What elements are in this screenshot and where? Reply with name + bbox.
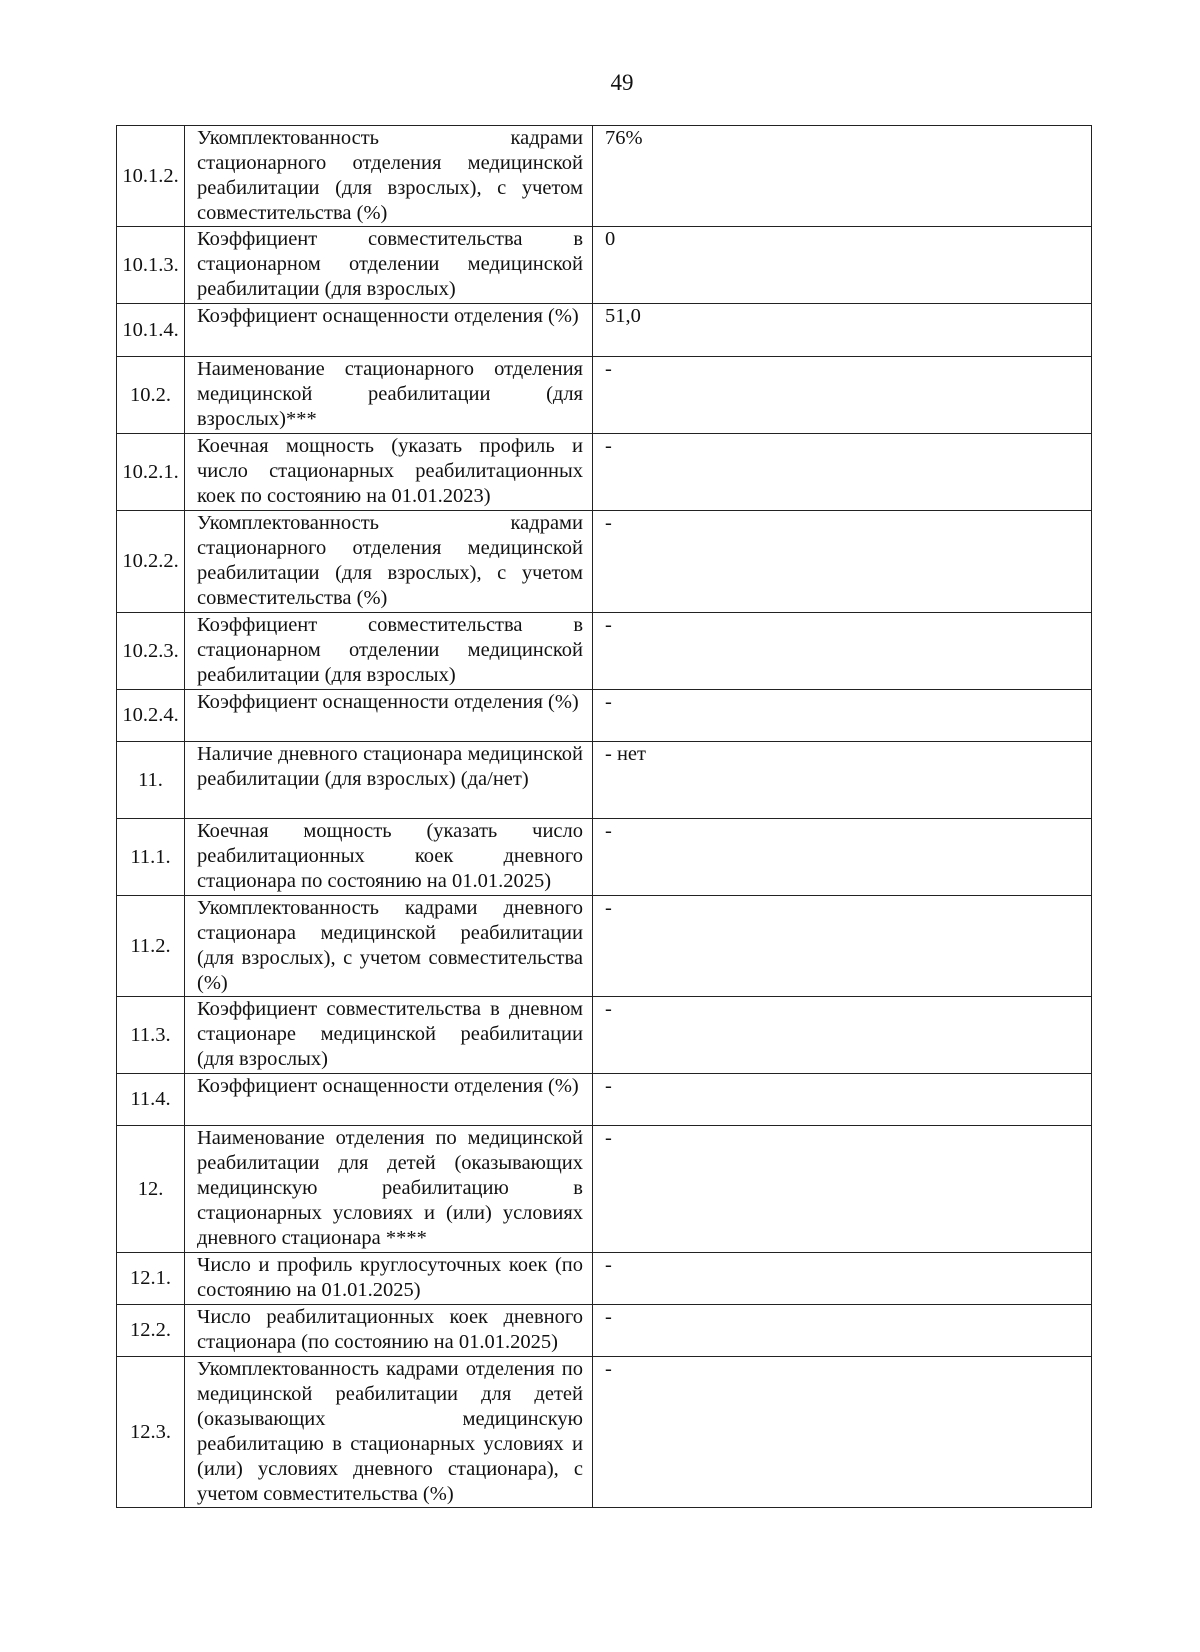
row-number: 10.1.4. <box>117 304 185 357</box>
row-description: Коэффициент совместительства в стационарном отделении медицинской реабилитации (для взрослых) <box>185 613 593 690</box>
row-value: - <box>593 690 1092 742</box>
table-row <box>117 1253 1092 1305</box>
row-description: Число и профиль круглосуточных коек (по состоянию на 01.01.2025) <box>185 1253 593 1305</box>
row-description: Коэффициент совместительства в дневном стационаре медицинской реабилитации (для взрослых) <box>185 997 593 1074</box>
row-value: 76% <box>593 126 1092 227</box>
table-row <box>117 1357 1092 1508</box>
row-number: 12.3. <box>117 1357 185 1508</box>
page-number: 49 <box>610 70 634 95</box>
row-description: Коэффициент оснащенности отделения (%) <box>185 304 593 357</box>
row-number: 10.2.4. <box>117 690 185 742</box>
row-description: Коечная мощность (указать число реабилитационных коек дневного стационара по состоянию на 01.01.2025) <box>185 819 593 896</box>
row-value: - <box>593 613 1092 690</box>
row-description: Коэффициент совместительства в стационарном отделении медицинской реабилитации (для взрослых) <box>185 227 593 304</box>
row-description: Коечная мощность (указать профиль и число стационарных реабилитационных коек по состоянию на 01.01.2023) <box>185 434 593 511</box>
row-value: 51,0 <box>593 304 1092 357</box>
row-description: Наименование стационарного отделения медицинской реабилитации (для взрослых)*** <box>185 357 593 434</box>
row-number: 10.2.2. <box>117 511 185 613</box>
row-value: - <box>593 434 1092 511</box>
row-value: - нет <box>593 742 1092 819</box>
row-number: 10.2. <box>117 357 185 434</box>
row-number: 11.3. <box>117 997 185 1074</box>
row-number: 11.4. <box>117 1074 185 1126</box>
row-number: 10.1.2. <box>117 126 185 227</box>
row-value: - <box>593 997 1092 1074</box>
row-value: 0 <box>593 227 1092 304</box>
row-number: 11.2. <box>117 896 185 997</box>
row-value: - <box>593 1074 1092 1126</box>
table-row <box>117 1305 1092 1357</box>
row-value: - <box>593 896 1092 997</box>
row-description: Укомплектованность кадрами дневного стационара медицинской реабилитации (для взрослых), с учетом совместительства (%) <box>185 896 593 997</box>
row-number: 10.1.3. <box>117 227 185 304</box>
table-row <box>117 434 1092 511</box>
row-number: 12.1. <box>117 1253 185 1305</box>
table-row <box>117 613 1092 690</box>
table-row <box>117 227 1092 304</box>
table-row <box>117 511 1092 613</box>
row-number: 11. <box>117 742 185 819</box>
table-row <box>117 126 1092 227</box>
row-value: - <box>593 1126 1092 1253</box>
indicators-table <box>116 125 1092 1508</box>
table-row <box>117 1126 1092 1253</box>
row-description: Укомплектованность кадрами стационарного отделения медицинской реабилитации (для взрослых), с учетом совместительства (%) <box>185 511 593 613</box>
row-description: Число реабилитационных коек дневного стационара (по состоянию на 01.01.2025) <box>185 1305 593 1357</box>
row-value: - <box>593 1305 1092 1357</box>
table-row <box>117 304 1092 357</box>
row-number: 12.2. <box>117 1305 185 1357</box>
row-value: - <box>593 511 1092 613</box>
row-value: - <box>593 819 1092 896</box>
row-value: - <box>593 357 1092 434</box>
table-row <box>117 896 1092 997</box>
row-description: Наименование отделения по медицинской реабилитации для детей (оказывающих медицинскую реабилитацию в стационарных условиях и (или) условиях дневного стационара **** <box>185 1126 593 1253</box>
table-row <box>117 690 1092 742</box>
row-value: - <box>593 1253 1092 1305</box>
table-row <box>117 997 1092 1074</box>
row-description: Укомплектованность кадрами стационарного отделения медицинской реабилитации (для взрослых), с учетом совместительства (%) <box>185 126 593 227</box>
row-value: - <box>593 1357 1092 1508</box>
table-row <box>117 742 1092 819</box>
row-number: 12. <box>117 1126 185 1253</box>
table-row <box>117 1074 1092 1126</box>
row-description: Укомплектованность кадрами отделения по медицинской реабилитации для детей (оказывающих медицинскую реабилитацию в стационарных условиях и (или) условиях дневного стационара), с учетом совместительства (%) <box>185 1357 593 1508</box>
row-number: 10.2.3. <box>117 613 185 690</box>
row-description: Наличие дневного стационара медицинской реабилитации (для взрослых) (да/нет) <box>185 742 593 819</box>
row-number: 10.2.1. <box>117 434 185 511</box>
table-row <box>117 357 1092 434</box>
row-description: Коэффициент оснащенности отделения (%) <box>185 1074 593 1126</box>
row-number: 11.1. <box>117 819 185 896</box>
row-description: Коэффициент оснащенности отделения (%) <box>185 690 593 742</box>
table-row <box>117 819 1092 896</box>
